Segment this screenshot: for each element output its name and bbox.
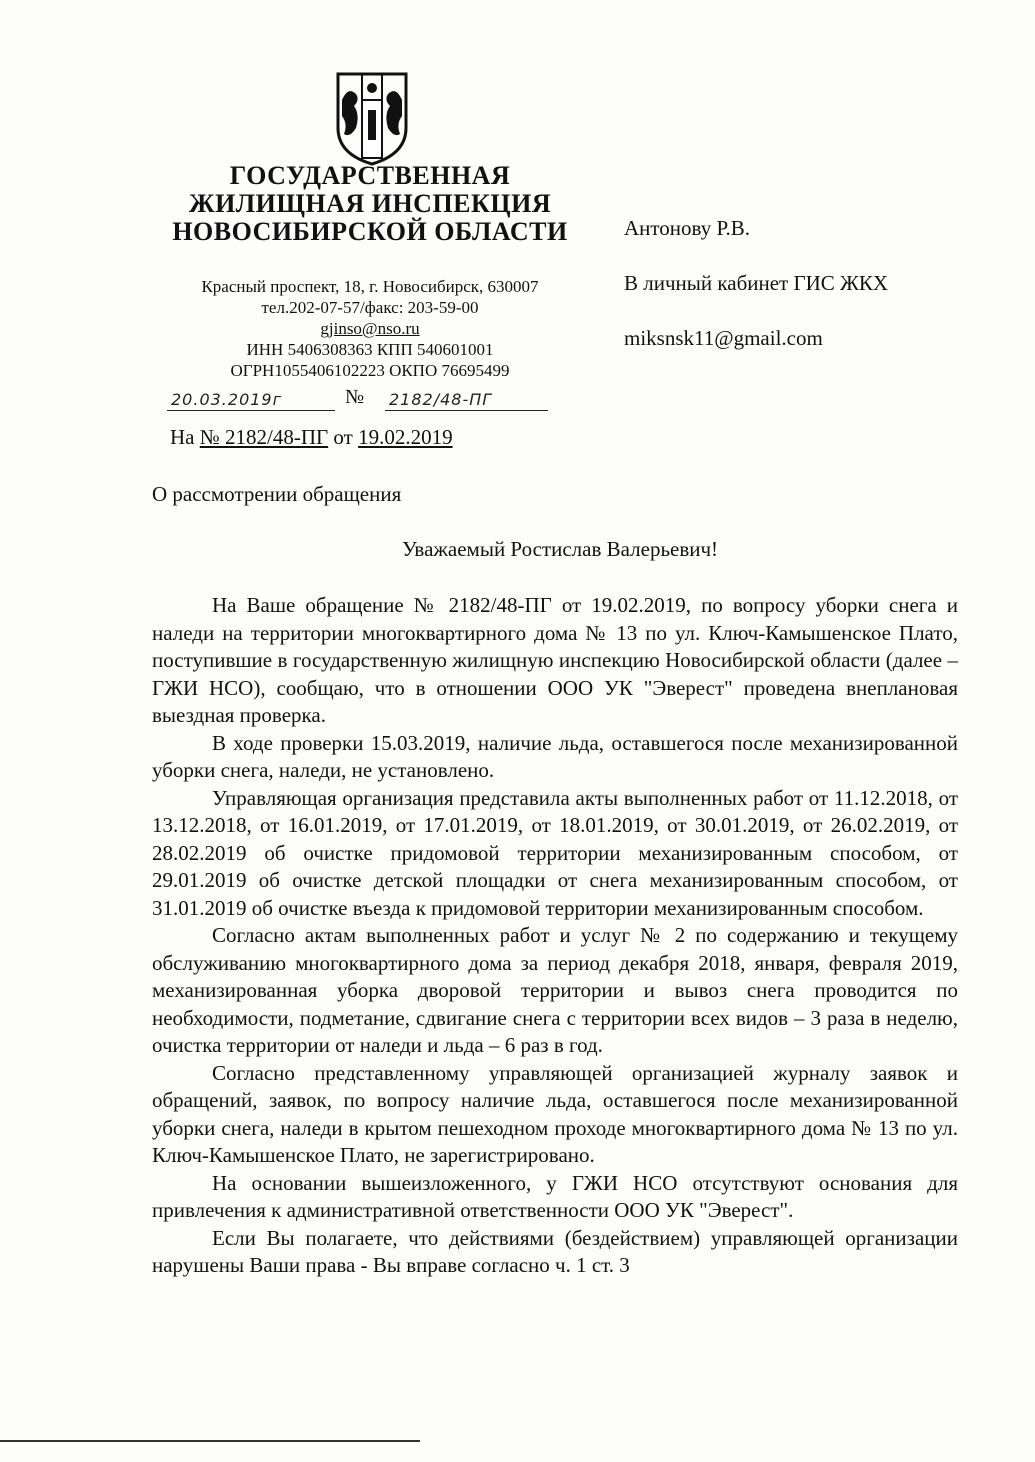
agency-ogrn: ОГРН1055406102223 ОКПО 76695499 xyxy=(230,361,510,380)
reference-date: 19.02.2019 xyxy=(358,425,453,449)
agency-name-line-3: НОВОСИБИРСКОЙ ОБЛАСТИ xyxy=(172,217,568,246)
letter-subject: О рассмотрении обращения xyxy=(152,482,402,506)
handwritten-date: 20.03.2019г xyxy=(167,390,335,411)
agency-name-line-1: ГОСУДАРСТВЕННАЯ xyxy=(229,161,511,190)
body-paragraph: В ходе проверки 15.03.2019, наличие льда, оставшегося после механизированной уборки снега, наледи, не установлено. xyxy=(152,730,958,782)
salutation: Уважаемый Ростислав Валерьевич! xyxy=(401,537,719,561)
reference-from: от xyxy=(333,425,353,449)
reference-number: № 2182/48-ПГ xyxy=(199,425,329,449)
agency-phone: тел.202-07-57/факс: 203-59-00 xyxy=(261,298,479,317)
letter-body xyxy=(152,592,958,1280)
agency-contacts xyxy=(160,276,580,381)
body-paragraph: На Ваше обращение № 2182/48-ПГ от 19.02.2019, по вопросу уборки снега и наледи на территории многоквартирного дома № 13 по ул. Ключ-Камышенское Плато, поступившие в государственную жилищную инспекцию Новосибирской области (далее – ГЖИ НСО), сообщаю, что в отношении ООО УК "Эверест" проведена внеплановая выездная проверка. xyxy=(152,593,958,727)
reference-line xyxy=(170,425,453,450)
agency-inn: ИНН 5406308363 КПП 540601001 xyxy=(246,340,494,359)
coat-of-arms-emblem xyxy=(332,70,412,166)
body-paragraph: Согласно актам выполненных работ и услуг № 2 по содержанию и текущему обслуживанию многоквартирного дома за период декабря 2018, января, февраля 2019, механизированная уборка дворовой территории и вывоз снега проводится по необходимости, подметание, сдвигание снега с территории всех видов – 3 раза в неделю, очистка территории от наледи и льда – 6 раз в год. xyxy=(152,923,958,1057)
agency-name-line-2: ЖИЛИЩНАЯ ИНСПЕКЦИЯ xyxy=(188,189,552,218)
body-paragraph: На основании вышеизложенного, у ГЖИ НСО отсутствуют основания для привлечения к административной ответственности ООО УК "Эверест". xyxy=(152,1170,958,1222)
registration-line xyxy=(165,386,565,416)
agency-email-link[interactable]: gjinso@nso.ru xyxy=(320,319,420,338)
body-paragraph: Согласно представленному управляющей организацией журналу заявок и обращений, заявок, по вопросу наличие льда, оставшегося после механизированной уборки снега, наледи в крытом пешеходном проходе многоквартирного дома № 13 по ул. Ключ-Камышенское Плато, не зарегистрировано. xyxy=(152,1060,958,1167)
scan-edge-line xyxy=(0,1440,420,1442)
body-paragraph: Управляющая организация представила акты выполненных работ от 11.12.2018, от 13.12.2018, от 16.01.2019, от 17.01.2019, от 18.01.2019, от 30.01.2019, от 26.02.2019, от 28.02.2019 об очистке придомовой территории механизированным способом, от 29.01.2019 об очистке детской площадки от снега механизированным способом, от 31.01.2019 об очистке въезда к придомовой территории механизированным способом. xyxy=(152,785,958,920)
recipient-email: miksnsk11@gmail.com xyxy=(624,326,823,350)
number-sign: № xyxy=(345,386,365,408)
body-paragraph: Если Вы полагаете, что действиями (бездействием) управляющей организации нарушены Ваши права - Вы вправе согласно ч. 1 ст. 3 xyxy=(152,1225,958,1277)
recipient-name: Антонову Р.В. xyxy=(624,216,751,240)
recipient-channel: В личный кабинет ГИС ЖКХ xyxy=(624,271,889,295)
handwritten-number: 2182/48-ПГ xyxy=(385,390,548,411)
agency-name xyxy=(160,162,580,246)
agency-address: Красный проспект, 18, г. Новосибирск, 630007 xyxy=(201,277,539,296)
recipient-block xyxy=(624,214,888,379)
reference-prefix: На xyxy=(170,425,195,449)
